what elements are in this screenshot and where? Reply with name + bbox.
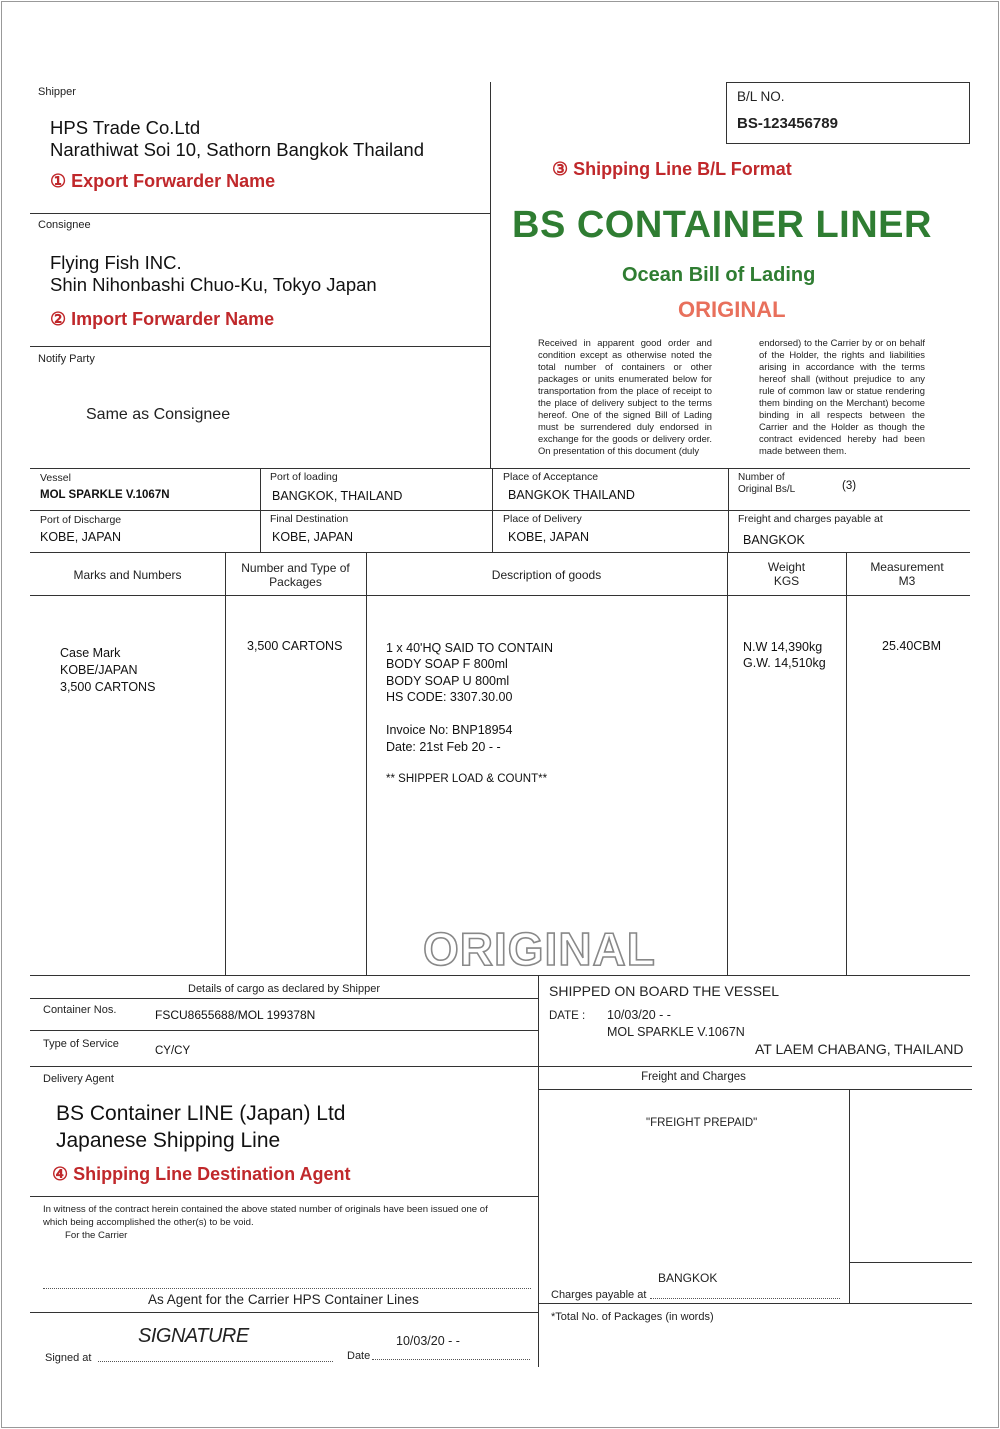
container-label: Container Nos. xyxy=(43,1004,117,1016)
witness-text: For the Carrier xyxy=(65,1230,128,1241)
final-dest-value: KOBE, JAPAN xyxy=(272,530,354,544)
divider xyxy=(490,82,491,468)
divider xyxy=(30,510,970,511)
num-originals-label: Original Bs/L xyxy=(738,484,796,495)
divider xyxy=(538,1089,972,1090)
num-originals-value: (3) xyxy=(842,480,857,492)
agent-for-carrier: As Agent for the Carrier HPS Container Lines xyxy=(148,1292,419,1307)
witness-text: In witness of the contract herein contained the above stated number of originals have been issued one of xyxy=(43,1204,488,1215)
divider xyxy=(260,468,261,552)
measurement-value: 25.40CBM xyxy=(882,639,942,653)
divider xyxy=(366,552,367,975)
bl-no-value: BS-123456789 xyxy=(737,115,838,132)
num-originals-label: Number of xyxy=(738,472,785,483)
col-header-measurement: Measurement xyxy=(870,560,944,574)
shipped-location: AT LAEM CHABANG, THAILAND xyxy=(755,1041,964,1057)
service-label: Type of Service xyxy=(43,1038,119,1050)
consignee-annotation: ② Import Forwarder Name xyxy=(50,309,275,329)
signed-at-label: Signed at xyxy=(45,1352,92,1364)
col-header-description: Description of goods xyxy=(491,568,602,582)
agent-sign-line xyxy=(43,1288,531,1289)
shipper-label: Shipper xyxy=(38,86,76,98)
shipped-title: SHIPPED ON BOARD THE VESSEL xyxy=(549,983,780,999)
col-header-packages: Number and Type of xyxy=(241,561,350,575)
final-dest-label: Final Destination xyxy=(270,513,349,525)
service-value: CY/CY xyxy=(155,1045,191,1057)
col-header-weight: KGS xyxy=(773,574,800,588)
original-stamp: ORIGINAL xyxy=(678,297,786,322)
divider xyxy=(30,346,490,347)
col-header-weight: Weight xyxy=(767,560,806,574)
signature: SIGNATURE xyxy=(138,1325,249,1347)
agent-annotation: ④ Shipping Line Destination Agent xyxy=(52,1164,351,1184)
description-line: HS CODE: 3307.30.00 xyxy=(386,690,513,704)
weight-line: N.W 14,390kg xyxy=(743,640,823,654)
shipped-vessel: MOL SPARKLE V.1067N xyxy=(607,1025,745,1039)
description-line: BODY SOAP U 800ml xyxy=(386,674,510,688)
place-delivery-label: Place of Delivery xyxy=(503,513,582,525)
shipper-name: HPS Trade Co.Ltd xyxy=(50,117,201,138)
agent-name: BS Container LINE (Japan) Ltd xyxy=(56,1102,346,1125)
freight-payable-value: BANGKOK xyxy=(743,533,805,547)
witness-text: which being accomplished the other(s) to be void. xyxy=(43,1217,254,1228)
divider xyxy=(225,552,226,975)
col-header-marks: Marks and Numbers xyxy=(73,568,182,582)
date-label: Date xyxy=(347,1350,371,1362)
terms-right: endorsed) to the Carrier by or on behalf of the Holder, the rights and liabilities arising in accordance with the terms hereof shall (without prejudice to any rule of common law or statue rendering them binding on the Merchant) become binding in all respects between the Carrier and the Holder as though the contract evidenced hereby had been made between them. xyxy=(759,337,925,456)
divider xyxy=(30,1312,538,1313)
description-line: ** SHIPPER LOAD & COUNT** xyxy=(386,773,548,785)
signed-at-line xyxy=(98,1361,333,1362)
col-header-measurement: M3 xyxy=(898,574,916,588)
description-line: Date: 21st Feb 20 - - xyxy=(386,740,501,754)
freight-prepaid: "FREIGHT PREPAID" xyxy=(646,1117,758,1129)
freight-city: BANGKOK xyxy=(658,1271,718,1285)
shipped-date-value: 10/03/20 - - xyxy=(607,1008,671,1022)
original-watermark: ORIGINAL xyxy=(423,923,656,975)
place-delivery-value: KOBE, JAPAN xyxy=(508,530,590,544)
divider xyxy=(30,552,970,553)
carrier-name: BS CONTAINER LINER xyxy=(512,204,932,246)
port-loading-label: Port of loading xyxy=(270,471,338,483)
freight-header: Freight and Charges xyxy=(641,1071,746,1083)
divider xyxy=(846,552,847,975)
divider xyxy=(30,213,490,214)
charges-payable-label: Charges payable at xyxy=(551,1289,647,1301)
divider xyxy=(728,468,729,552)
signature-date-value: 10/03/20 - - xyxy=(396,1334,460,1348)
format-annotation: ③ Shipping Line B/L Format xyxy=(552,159,792,179)
consignee-name: Flying Fish INC. xyxy=(50,252,182,273)
divider xyxy=(538,1303,972,1304)
consignee-address: Shin Nihonbashi Chuo-Ku, Tokyo Japan xyxy=(50,274,377,295)
shipped-date-label: DATE : xyxy=(549,1010,586,1022)
terms-left: Received in apparent good order and condition except as otherwise noted the total number of containers or other packages or units enumerated below for transportation from the place of receipt to the place of delivery subject to the terms hereof. One of the signed Bill of Lading must be surrendered duly endorsed in exchange for the goods or delivery order. On presentation of this document (duly xyxy=(538,337,712,456)
col-header-packages: Packages xyxy=(269,575,322,589)
vessel-value: MOL SPARKLE V.1067N xyxy=(40,489,170,501)
details-header: Details of cargo as declared by Shipper xyxy=(188,983,380,995)
port-discharge-label: Port of Discharge xyxy=(40,514,122,526)
shipper-annotation: ① Export Forwarder Name xyxy=(50,171,276,191)
marks-line: KOBE/JAPAN xyxy=(60,663,138,677)
total-packages-label: *Total No. of Packages (in words) xyxy=(551,1311,714,1323)
place-acceptance-label: Place of Acceptance xyxy=(503,471,599,483)
vessel-label: Vessel xyxy=(40,472,71,484)
delivery-agent-label: Delivery Agent xyxy=(43,1073,114,1085)
port-loading-value: BANGKOK, THAILAND xyxy=(272,489,403,503)
packages-value: 3,500 CARTONS xyxy=(247,639,343,653)
charges-payable-line xyxy=(650,1298,840,1299)
marks-line: Case Mark xyxy=(60,646,121,660)
marks-line: 3,500 CARTONS xyxy=(60,680,156,694)
divider xyxy=(492,468,493,552)
notify-label: Notify Party xyxy=(38,353,95,365)
agent-desc: Japanese Shipping Line xyxy=(56,1129,281,1152)
shipper-address: Narathiwat Soi 10, Sathorn Bangkok Thailand xyxy=(50,139,425,160)
freight-payable-label: Freight and charges payable at xyxy=(738,513,883,525)
divider xyxy=(30,998,538,999)
date-line xyxy=(372,1359,530,1360)
description-line: BODY SOAP F 800ml xyxy=(386,657,508,671)
port-discharge-value: KOBE, JAPAN xyxy=(40,530,122,544)
container-value: FSCU8655688/MOL 199378N xyxy=(155,1008,316,1022)
doc-title: Ocean Bill of Lading xyxy=(622,264,816,286)
divider xyxy=(30,1030,538,1031)
weight-line: G.W. 14,510kg xyxy=(743,656,826,670)
divider xyxy=(30,595,970,596)
divider xyxy=(30,1196,538,1197)
description-line: 1 x 40'HQ SAID TO CONTAIN xyxy=(386,641,554,655)
divider xyxy=(30,468,970,469)
bl-no-label: B/L NO. xyxy=(737,89,785,104)
divider xyxy=(538,975,539,1367)
divider xyxy=(849,1089,850,1303)
divider xyxy=(849,1262,972,1263)
divider xyxy=(30,1066,972,1067)
consignee-label: Consignee xyxy=(38,219,91,231)
description-line: Invoice No: BNP18954 xyxy=(386,723,513,737)
place-acceptance-value: BANGKOK THAILAND xyxy=(508,488,635,502)
notify-value: Same as Consignee xyxy=(86,406,231,423)
divider xyxy=(727,552,728,975)
